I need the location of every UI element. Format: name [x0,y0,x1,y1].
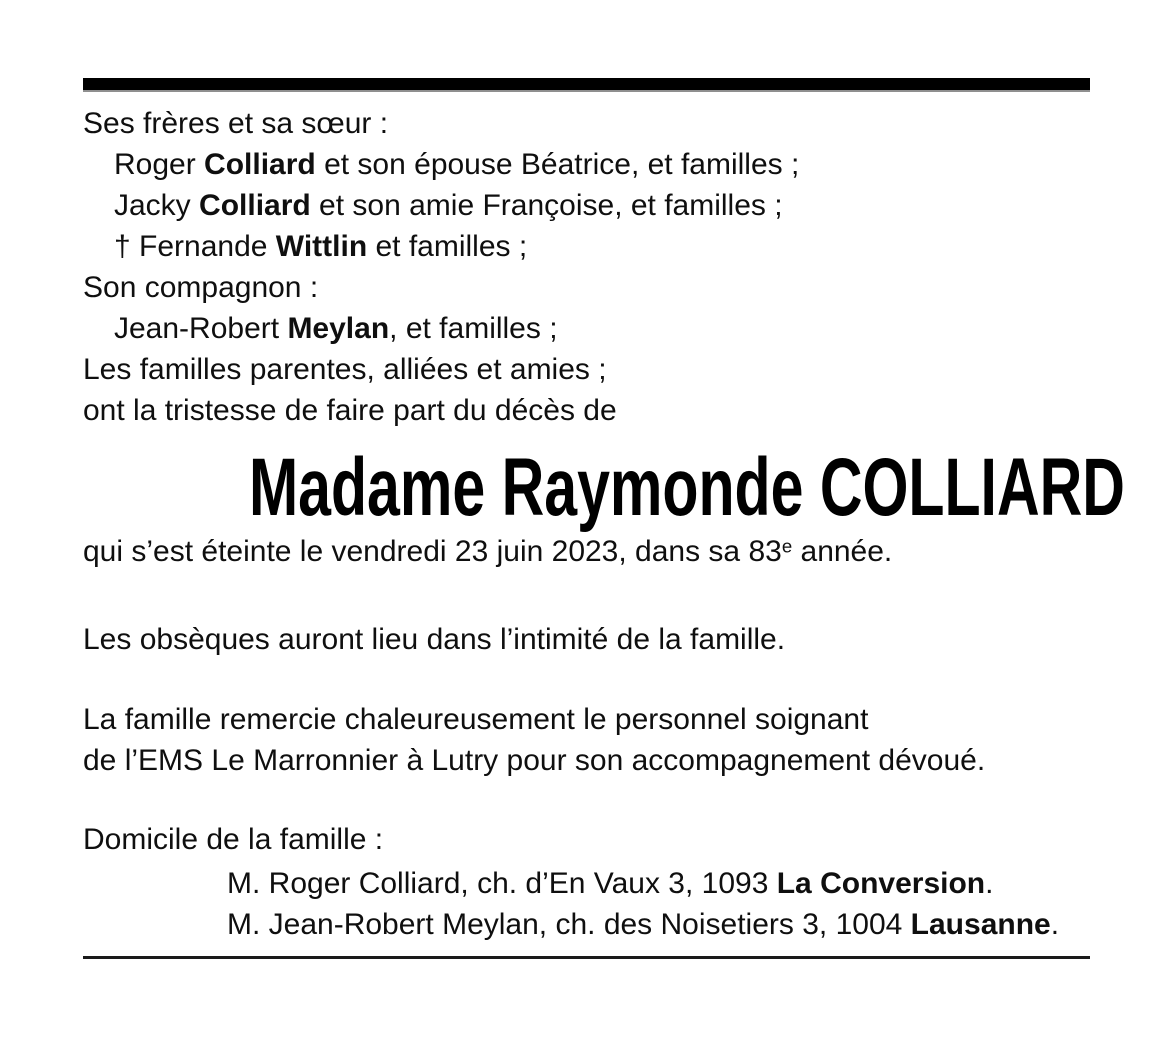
companion-suffix: , et familles ; [389,312,558,345]
relative-given-name: Roger [114,148,205,181]
domicile-intro-line: Domicile de la famille : [83,823,384,856]
funeral-line: Les obsèques auront lieu dans l’intimité de la famille. [83,623,786,656]
relative-suffix: et son épouse Béatrice, et familles ; [315,148,800,181]
relatives-intro-line: Ses frères et sa sœur : [83,107,389,140]
bottom-rule [83,956,1090,959]
companion-intro-line: Son compagnon : [83,271,319,304]
relative-surname: Wittlin [275,230,368,263]
companion-given-name: Jean-Robert [114,312,288,345]
address-period: . [1050,908,1060,941]
thanks-line: de l’EMS Le Marronnier à Lutry pour son accompagnement dévoué. [83,744,986,777]
relative-given-name: † Fernande [114,230,276,263]
announce-line: ont la tristesse de faire part du décès de [83,394,617,427]
address-locality: La Conversion [776,867,986,900]
relative-surname: Colliard [199,189,311,222]
relative-line [83,226,799,267]
relative-surname: Colliard [204,148,316,181]
address-text: M. Jean-Robert Meylan, ch. des Noisetiers 3, 1004 [227,908,911,941]
death-date-text-end: année. [792,535,893,568]
ordinal-superscript: e [781,535,793,557]
relative-suffix: et familles ; [367,230,528,263]
companion-line [83,308,799,349]
thanks-line: La famille remercie chaleureusement le personnel soignant [83,703,869,736]
relatives-block [83,103,799,431]
death-date-line [83,531,892,572]
address-line [83,863,1059,904]
thanks-block [83,699,985,781]
relative-line [83,185,799,226]
addresses-block [83,863,1059,945]
top-rule-bar [83,78,1090,92]
relative-line [83,144,799,185]
deceased-name-title: Madame Raymonde COLLIARD [248,442,1125,533]
families-line: Les familles parentes, alliées et amies ; [83,353,607,386]
relative-suffix: et son amie Françoise, et familles ; [310,189,783,222]
address-line [83,904,1059,945]
companion-surname: Meylan [287,312,390,345]
address-text: M. Roger Colliard, ch. d’En Vaux 3, 1093 [227,867,777,900]
death-date-text: qui s’est éteinte le vendredi 23 juin 2023, dans sa 83 [83,535,782,568]
address-period: . [985,867,994,900]
address-locality: Lausanne [910,908,1051,941]
relative-given-name: Jacky [114,189,200,222]
